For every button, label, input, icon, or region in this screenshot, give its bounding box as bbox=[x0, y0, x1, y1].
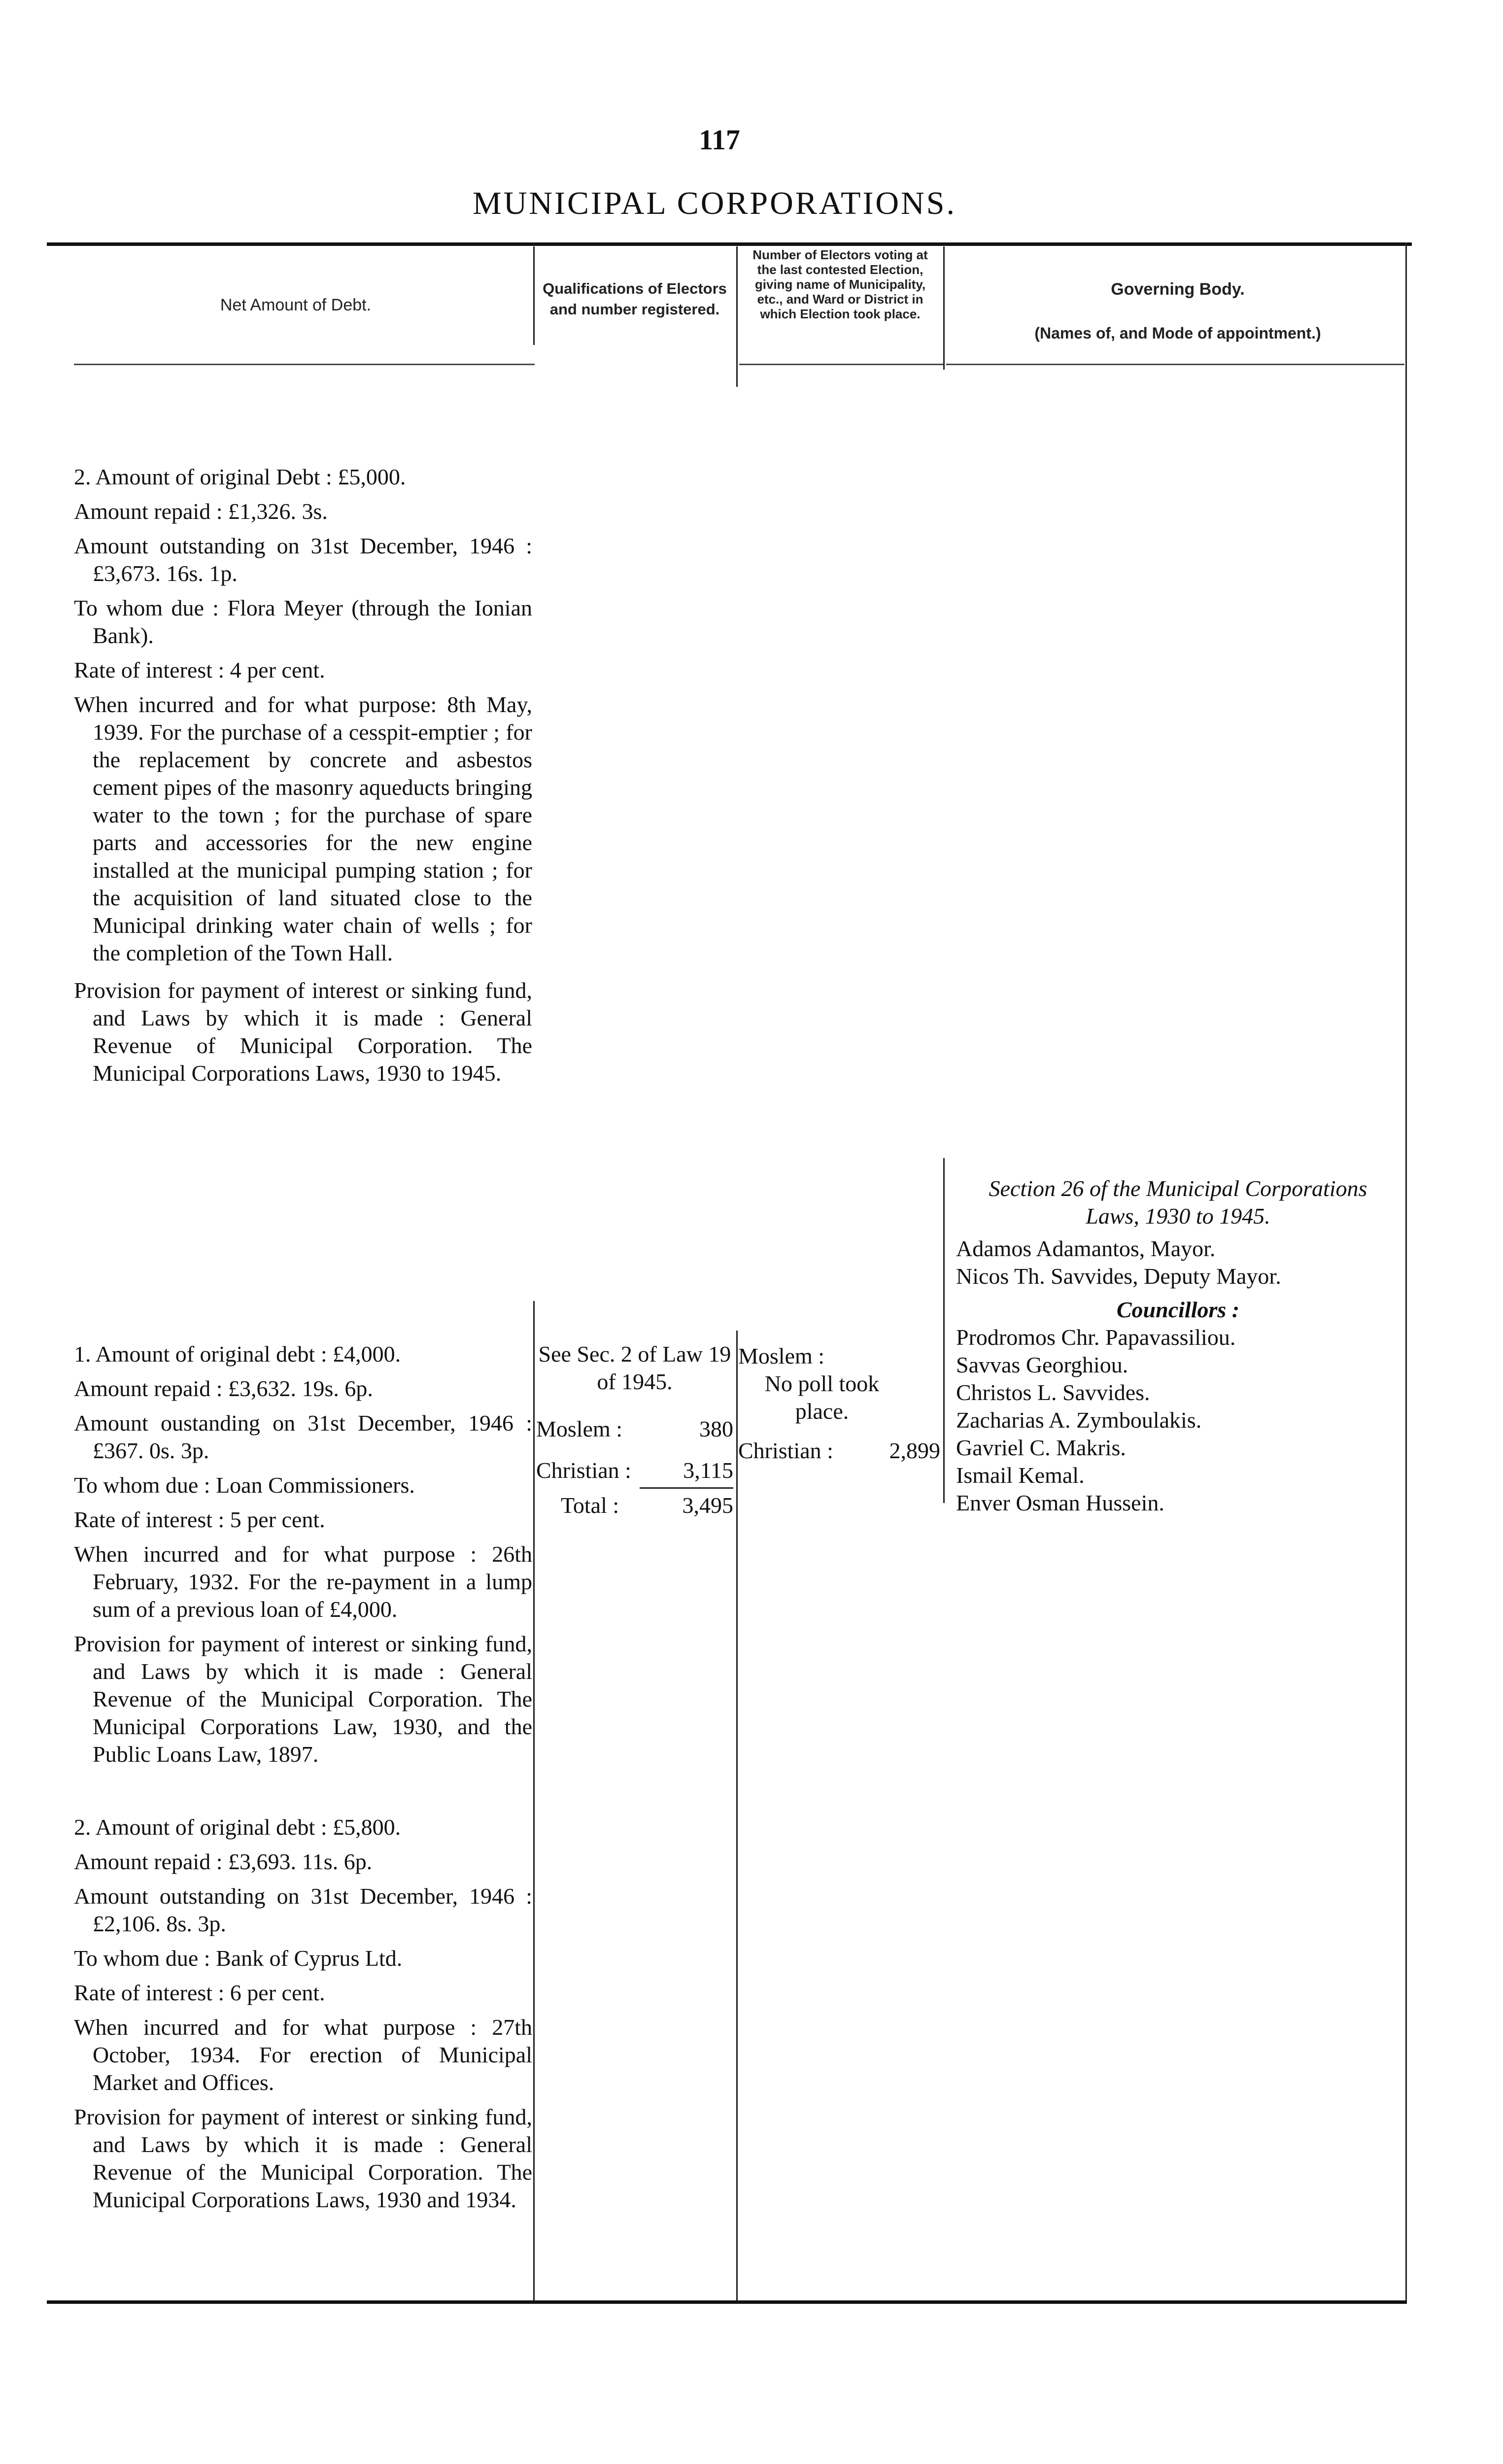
electors-christian-row bbox=[738, 1437, 940, 1465]
qualification-moslem-count: 380 bbox=[699, 1416, 733, 1441]
debt-to-whom: To whom due : Loan Commissioners. bbox=[74, 1472, 415, 1498]
debt-to-whom: To whom due : Bank of Cyprus Ltd. bbox=[74, 1946, 403, 1971]
councillor: Prodromos Chr. Papavassiliou. bbox=[956, 1325, 1236, 1350]
debt-provision: Provision for payment of interest or sinking fund, and Laws by which it is made : General Revenue of Municipal Corporation. The Municipal Corporations Laws, 1930 to 1945. bbox=[74, 978, 532, 1086]
debt-when-incurred: When incurred and for what purpose: 8th May, 1939. For the purchase of a cesspit-emptier ; for the replacement by concrete and asbestos cement pipes of the masonry aqueducts bringing water to the town ; for the purchase of spare parts and accessories for the new engine installed at the municipal pumping station ; for the acquisition of land situated close to the Municipal drinking water chain of wells ; for the completion of the Town Hall. bbox=[74, 692, 532, 965]
header-net-debt: Net Amount of Debt. bbox=[220, 296, 372, 314]
header-rule-electors bbox=[739, 364, 944, 365]
qualification-total-row bbox=[536, 1492, 733, 1519]
debt-provision: Provision for payment of interest or sinking fund, and Laws by which it is made : General Revenue of the Municipal Corporation. The Municipal Corporations Law, 1930, and the Public Loans Law, 1897. bbox=[74, 1631, 532, 1767]
appointment-mode-line2: Laws, 1930 to 1945. bbox=[1086, 1203, 1270, 1229]
column-divider-3 bbox=[943, 1158, 945, 1503]
page-title: MUNICIPAL CORPORATIONS. bbox=[473, 185, 956, 221]
councillor: Zacharias A. Zymboulakis. bbox=[956, 1407, 1202, 1433]
debt-rate: Rate of interest : 4 per cent. bbox=[74, 657, 325, 683]
debt-repaid: Amount repaid : £3,632. 19s. 6p. bbox=[74, 1376, 373, 1401]
debt-original-amount: 2. Amount of original Debt : £5,000. bbox=[74, 464, 406, 489]
header-electors-voting: Number of Electors voting at the last contested Election, giving name of Municipality, etc., and Ward or District in which Election took place. bbox=[752, 247, 928, 321]
table-bottom-rule bbox=[47, 2300, 1407, 2304]
debt-repaid: Amount repaid : £3,693. 11s. 6p. bbox=[74, 1849, 373, 1874]
councillor: Gavriel C. Makris. bbox=[956, 1435, 1126, 1460]
councillor: Enver Osman Hussein. bbox=[956, 1490, 1164, 1515]
debt-entry-lower-1 bbox=[74, 1340, 532, 1775]
table-top-rule bbox=[47, 242, 1412, 246]
header-governing-body-sub: (Names of, and Mode of appointment.) bbox=[1034, 324, 1321, 342]
electors-qualifications bbox=[536, 1340, 733, 1519]
councillor: Ismail Kemal. bbox=[956, 1463, 1085, 1488]
councillor: Christos L. Savvides. bbox=[956, 1380, 1150, 1405]
qualification-christian-count: 3,115 bbox=[683, 1458, 733, 1483]
governing-body bbox=[945, 1175, 1411, 1517]
column-divider-2 bbox=[736, 1331, 738, 2301]
qualification-total-label: Total : bbox=[561, 1493, 619, 1518]
header-rule-debt bbox=[74, 364, 535, 365]
debt-provision: Provision for payment of interest or sinking fund, and Laws by which it is made : General Revenue of the Municipal Corporation. The Municipal Corporations Laws, 1930 and 1934. bbox=[74, 2104, 532, 2212]
qualification-total-count: 3,495 bbox=[682, 1493, 733, 1518]
debt-outstanding: Amount outstanding on 31st December, 1946 : £2,106. 8s. 3p. bbox=[74, 1883, 532, 1936]
qualification-sum-rule bbox=[640, 1487, 733, 1489]
header-qualifications: Qualifications of Electors and number registered. bbox=[543, 280, 727, 318]
qualification-law-reference: See Sec. 2 of Law 19 of 1945. bbox=[538, 1341, 731, 1394]
page-number: 117 bbox=[699, 124, 740, 156]
electors-christian-count: 2,899 bbox=[889, 1438, 940, 1463]
electors-moslem-no-poll: No poll took place. bbox=[764, 1371, 880, 1424]
qualification-moslem-label: Moslem : bbox=[536, 1416, 623, 1441]
appointment-mode-line1: Section 26 of the Municipal Corporations bbox=[989, 1176, 1367, 1201]
header-rule-governing bbox=[946, 364, 1404, 365]
qualification-christian-row bbox=[536, 1457, 733, 1484]
debt-entry-upper bbox=[74, 463, 532, 1094]
debt-original-amount: 1. Amount of original debt : £4,000. bbox=[74, 1341, 401, 1367]
column-divider-3-header bbox=[943, 246, 945, 370]
deputy-mayor: Nicos Th. Savvides, Deputy Mayor. bbox=[956, 1264, 1281, 1289]
header-governing-body: Governing Body. bbox=[1111, 280, 1245, 299]
qualification-christian-label: Christian : bbox=[536, 1458, 631, 1483]
column-divider-1-header bbox=[533, 246, 535, 345]
debt-entry-lower-2 bbox=[74, 1814, 532, 2221]
councillor: Savvas Georghiou. bbox=[956, 1352, 1128, 1377]
debt-outstanding: Amount outstanding on 31st December, 1946 : £3,673. 16s. 1p. bbox=[74, 533, 532, 586]
column-divider-1 bbox=[533, 1301, 535, 2301]
debt-rate: Rate of interest : 6 per cent. bbox=[74, 1980, 325, 2005]
mayor: Adamos Adamantos, Mayor. bbox=[956, 1236, 1216, 1261]
councillors-heading: Councillors : bbox=[1116, 1297, 1240, 1322]
electors-voting bbox=[738, 1342, 940, 1465]
debt-outstanding: Amount oustanding on 31st December, 1946 : £367. 0s. 3p. bbox=[74, 1410, 532, 1463]
debt-original-amount: 2. Amount of original debt : £5,800. bbox=[74, 1814, 401, 1840]
qualification-moslem-row bbox=[536, 1415, 733, 1443]
electors-moslem-label: Moslem : bbox=[738, 1343, 825, 1369]
debt-when-incurred: When incurred and for what purpose : 26th February, 1932. For the re-payment in a lump sum of a previous loan of £4,000. bbox=[74, 1541, 532, 1622]
electors-christian-label: Christian : bbox=[738, 1438, 833, 1463]
debt-rate: Rate of interest : 5 per cent. bbox=[74, 1507, 325, 1532]
debt-when-incurred: When incurred and for what purpose : 27th October, 1934. For erection of Municipal Market and Offices. bbox=[74, 2015, 532, 2095]
column-divider-2-header bbox=[736, 246, 738, 387]
debt-repaid: Amount repaid : £1,326. 3s. bbox=[74, 499, 328, 524]
debt-to-whom: To whom due : Flora Meyer (through the Ionian Bank). bbox=[74, 595, 532, 648]
